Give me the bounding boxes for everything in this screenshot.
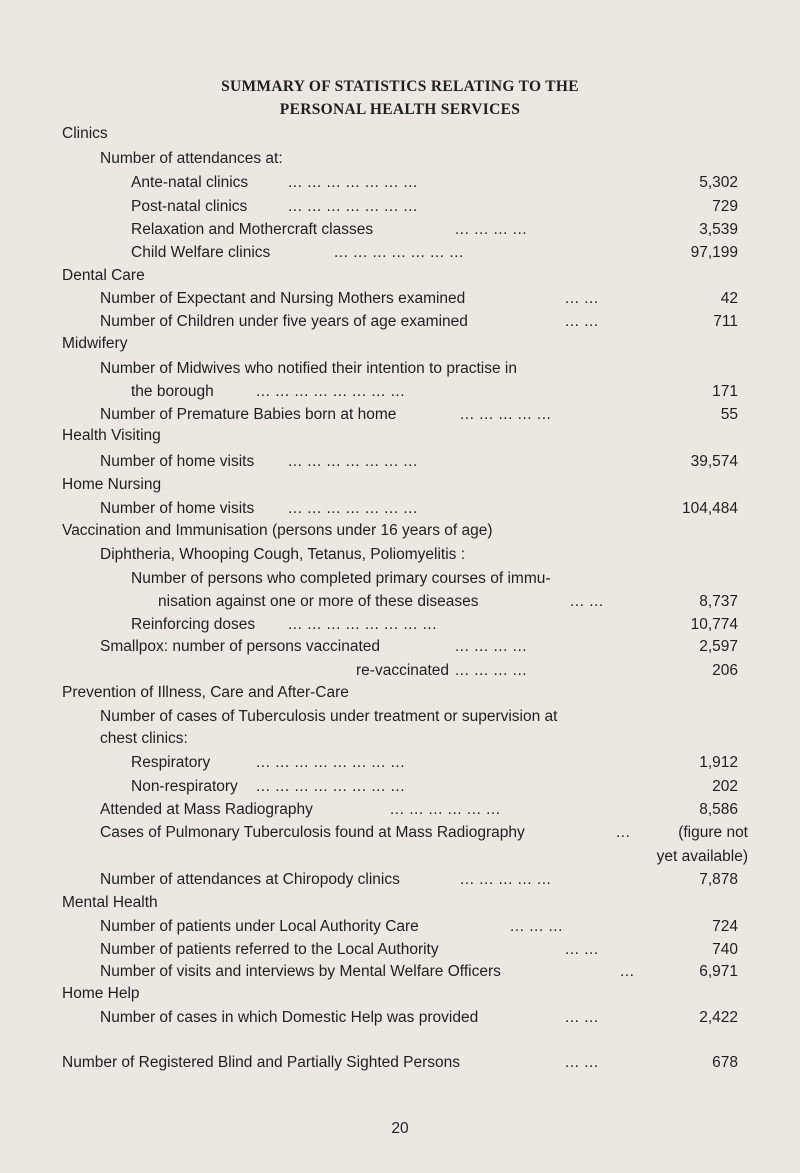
stat-row: Number of home visits ... ... ... ... ... ... ... 104,484 [100, 500, 738, 517]
section-heading: Health Visiting [62, 427, 161, 444]
stat-row: Number of Expectant and Nursing Mothers examined ... ... 42 [100, 290, 738, 307]
section-heading: Mental Health [62, 894, 158, 911]
title-line-1: SUMMARY OF STATISTICS RELATING TO THE [221, 78, 579, 95]
stat-row: Cases of Pulmonary Tuberculosis found at Mass Radiography ... (figure not [100, 824, 748, 841]
stat-row: nisation against one or more of these diseases ... ... 8,737 [158, 593, 738, 610]
stat-row: Number of patients under Local Authority Care ... ... ... 724 [100, 918, 738, 935]
stat-row: Number of home visits ... ... ... ... ... ... ... 39,574 [100, 453, 738, 470]
title-line-2: PERSONAL HEALTH SERVICES [279, 101, 521, 118]
section-heading: Home Nursing [62, 476, 162, 493]
stat-row: Ante-natal clinics ... ... ... ... ... ... ... 5,302 [131, 174, 738, 191]
stat-row: re-vaccinated ... ... ... ... 206 [356, 662, 738, 679]
stat-row: Reinforcing doses ... ... ... ... ... ... ... ... 10,774 [131, 616, 738, 633]
stat-row: the borough ... ... ... ... ... ... ... ... 171 [131, 383, 738, 400]
stat-row: Relaxation and Mothercraft classes ... ... ... ... 3,539 [131, 221, 738, 238]
subheading: Diphtheria, Whooping Cough, Tetanus, Poliomyelitis : [100, 546, 466, 563]
section-heading: Home Help [62, 985, 140, 1002]
stat-row: Number of Registered Blind and Partially Sighted Persons ... ... 678 [62, 1054, 738, 1071]
stat-row-text: Number of cases of Tuberculosis under treatment or supervision at [100, 708, 558, 725]
subheading: Number of attendances at: [100, 150, 283, 167]
section-heading: Midwifery [62, 335, 128, 352]
section-heading: Prevention of Illness, Care and After-Care [62, 684, 349, 701]
section-heading: Dental Care [62, 267, 145, 284]
stat-row: Number of Children under five years of age examined ... ... 711 [100, 313, 738, 330]
stat-row-continuation: yet available) [656, 848, 748, 865]
stat-row: Post-natal clinics ... ... ... ... ... ... ... 729 [131, 198, 738, 215]
stat-row-text: chest clinics: [100, 730, 188, 747]
stat-row: Number of Premature Babies born at home ... ... ... ... ... 55 [100, 406, 738, 423]
section-heading: Vaccination and Immunisation (persons under 16 years of age) [62, 522, 493, 539]
section-heading: Clinics [62, 125, 108, 142]
stat-row: Respiratory ... ... ... ... ... ... ... ... 1,912 [131, 754, 738, 771]
stat-row: Number of cases in which Domestic Help was provided ... ... 2,422 [100, 1009, 738, 1026]
stat-row: Attended at Mass Radiography ... ... ... ... ... ... 8,586 [100, 801, 738, 818]
page-number: 20 [391, 1120, 409, 1137]
stat-row: Child Welfare clinics ... ... ... ... ... ... ... 97,199 [131, 244, 738, 261]
stat-row-text: Number of Midwives who notified their intention to practise in [100, 360, 517, 377]
stat-row: Smallpox: number of persons vaccinated ... ... ... ... 2,597 [100, 638, 738, 655]
stat-row: Non-respiratory ... ... ... ... ... ... ... ... 202 [131, 778, 738, 795]
stat-row: Number of visits and interviews by Mental Welfare Officers ... 6,971 [100, 963, 738, 980]
stat-row-text: Number of persons who completed primary courses of immu- [131, 570, 551, 587]
stat-row: Number of attendances at Chiropody clinics ... ... ... ... ... 7,878 [100, 871, 738, 888]
stat-row: Number of patients referred to the Local Authority ... ... 740 [100, 941, 738, 958]
